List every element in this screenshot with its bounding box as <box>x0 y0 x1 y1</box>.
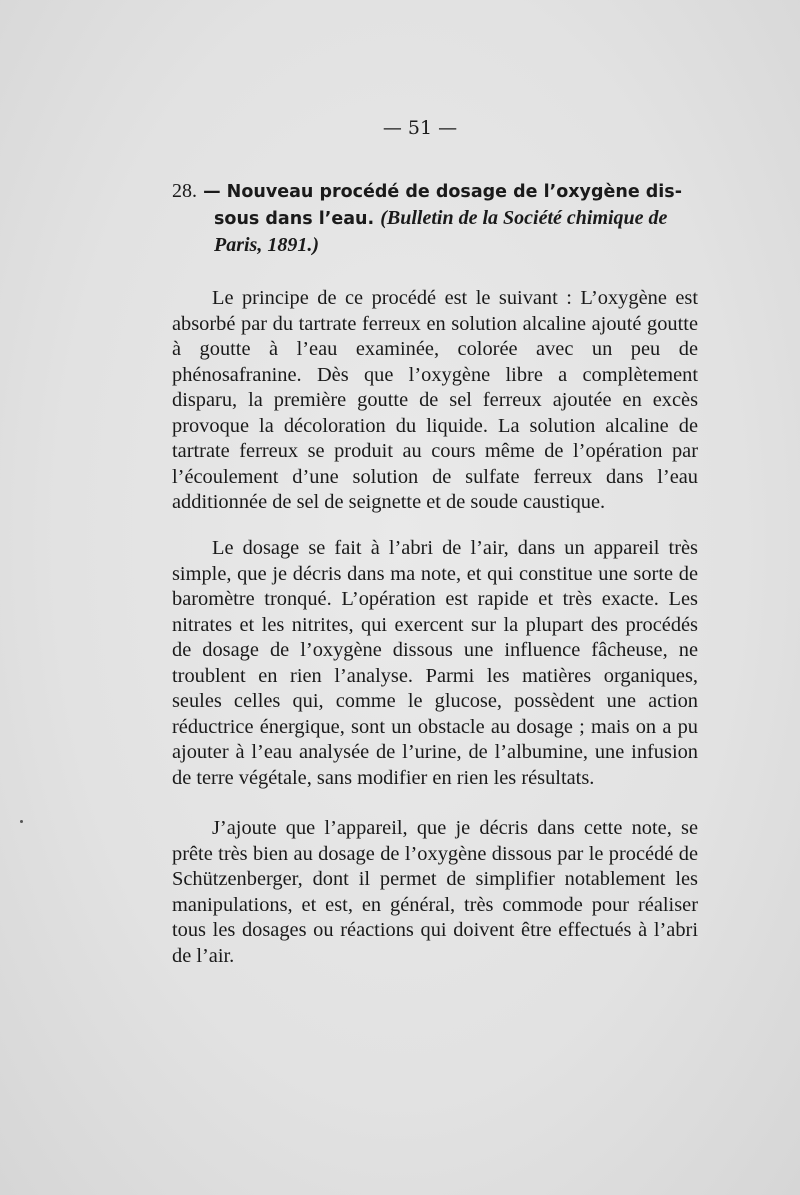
paragraph-1: Le principe de ce procédé est le suivant : L’oxygène est absorbé par du tartrate ferreux en solution alcaline ajouté goutte à goutte à l’eau examinée, colorée avec un peu de phénosafranine. Dès que l’oxygène libre a complètement disparu, la première goutte de sel ferreux ajoutée en excès provoque la décoloration du liquide. La solution alcaline de tartrate ferreux se produit au cours même de l’opération par l’écoulement d’une solution de sulfate ferreux dans l’eau additionnée de sel de seignette et de soude caustique. <box>172 287 698 513</box>
article-source-line3: Paris, 1891.) <box>214 234 319 256</box>
paragraph-3: J’ajoute que l’appareil, que je décris dans cette note, se prête très bien au dosage de l’oxygène dissous par le procédé de Schützenberger, dont il permet de simplifier notablement les manipulations, et est, en général, très commode pour réaliser tous les dosages ou réactions qui doivent être effectués à l’abri de l’air. <box>172 817 698 967</box>
article-title-line2: sous dans l’eau. <box>214 209 375 229</box>
paragraph-2: Le dosage se fait à l’abri de l’air, dans un appareil très simple, que je décris dans ma note, et qui constitue une sorte de baromètre tronqué. L’opération est rapide et très exacte. Les nitrates et les nitrites, qui exercent sur la plupart des procédés de dosage de l’oxygène dissous une influence fâcheuse, ne troublent en rien l’analyse. Parmi les matières organiques, seules celles qui, comme le glucose, possèdent une action réductrice énergique, sont un obstacle au dosage ; mais on a pu ajouter à l’eau analysée de l’urine, de l’albumine, une infusion de terre végétale, sans modifier en rien les résultats. <box>172 537 698 789</box>
page-number: — 51 — <box>382 117 458 139</box>
article-source-line2: (Bulletin de la Société chimique de <box>380 207 668 229</box>
article-title-line1: — Nouveau procédé de dosage de l’oxygène dis- <box>203 182 682 202</box>
article-number: 28. <box>172 180 197 202</box>
heading-line-2 <box>172 205 698 232</box>
ink-speck <box>20 820 23 823</box>
article-heading <box>172 178 698 258</box>
article-entry <box>172 178 698 967</box>
